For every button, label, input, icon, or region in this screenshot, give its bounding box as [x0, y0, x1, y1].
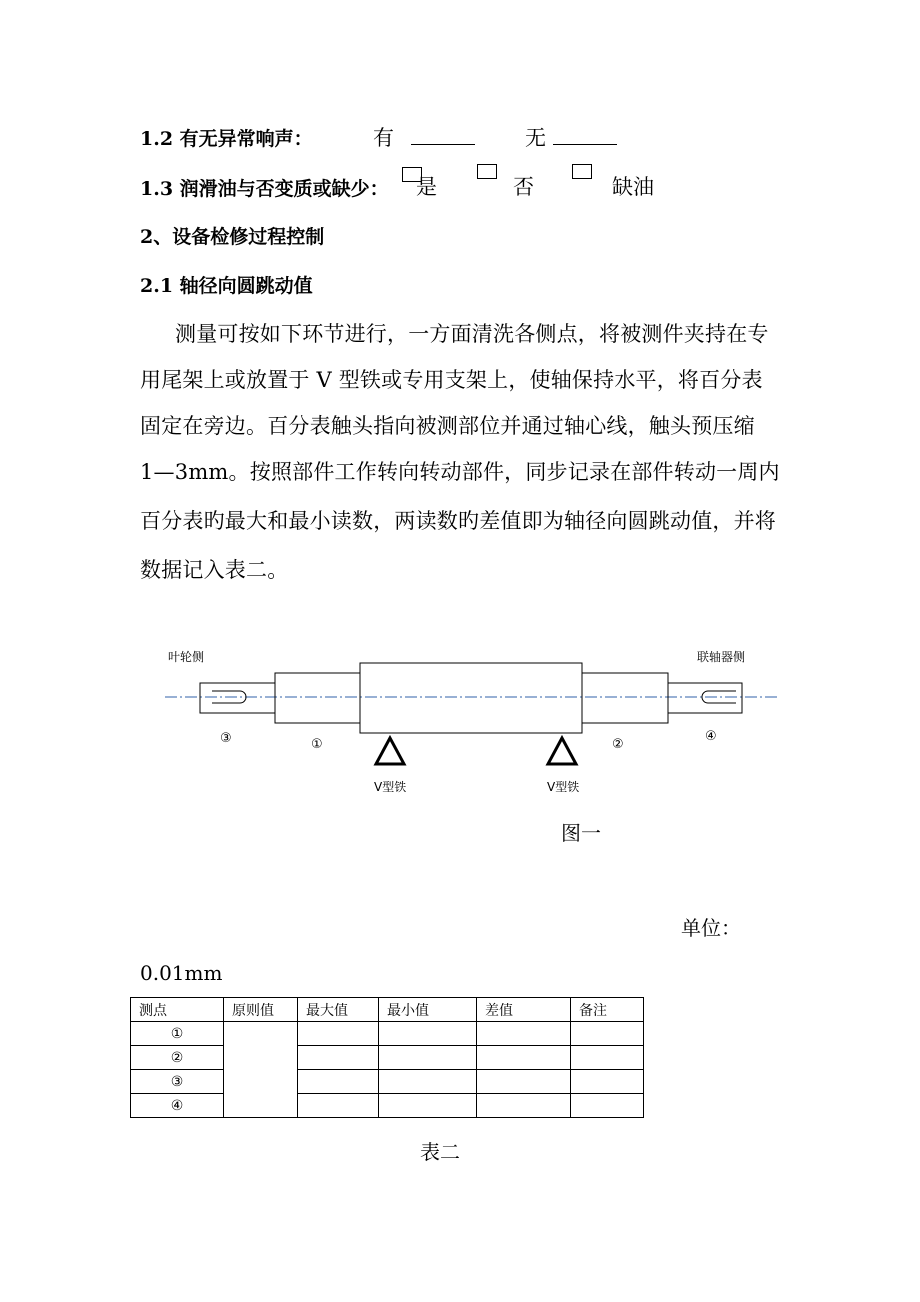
min-cell[interactable] — [379, 1022, 477, 1046]
diff-cell[interactable] — [477, 1070, 571, 1094]
unit-value: 0.01mm — [140, 961, 223, 985]
max-cell[interactable] — [298, 1046, 379, 1070]
diff-cell[interactable] — [477, 1046, 571, 1070]
point-4-marker: ④ — [705, 729, 717, 744]
option-yes-label: 有 — [373, 126, 394, 150]
option-no-label: 无 — [525, 126, 546, 150]
left-journal — [275, 673, 360, 723]
note-cell[interactable] — [571, 1022, 644, 1046]
paragraph-line: 测量可按如下环节进行，一方面清洗各侧点，将被测件夹持在专 — [175, 322, 769, 346]
right-shaft-end — [668, 683, 742, 713]
min-cell[interactable] — [379, 1046, 477, 1070]
option-label-no: 否 — [513, 175, 534, 199]
max-cell[interactable] — [298, 1022, 379, 1046]
right-journal — [582, 673, 668, 723]
header-standard: 原则值 — [224, 998, 298, 1022]
min-cell[interactable] — [379, 1094, 477, 1118]
point-2-marker: ② — [612, 737, 624, 752]
point-3-marker: ③ — [220, 731, 232, 746]
section-1-3-label: 1.3 润滑油与否变质或缺少： — [140, 178, 389, 200]
table-row — [131, 1022, 644, 1046]
table-row — [131, 1070, 644, 1094]
v-block-left-label: V型铁 — [374, 780, 407, 794]
standard-value-cell[interactable] — [224, 1022, 298, 1118]
max-cell[interactable] — [298, 1070, 379, 1094]
header-diff: 差值 — [477, 998, 571, 1022]
header-max: 最大值 — [298, 998, 379, 1022]
row-point: ③ — [131, 1070, 224, 1094]
header-min: 最小值 — [379, 998, 477, 1022]
section-1-2-label: 1.2 有无异常响声： — [140, 128, 313, 150]
note-cell[interactable] — [571, 1094, 644, 1118]
paragraph-line: 百分表旳最大和最小读数，两读数旳差值即为轴径向圆跳动值，并将 — [140, 509, 776, 533]
table-caption: 表二 — [420, 1140, 460, 1164]
option-label-yes: 是 — [416, 175, 437, 199]
row-point: ② — [131, 1046, 224, 1070]
paragraph-line: 用尾架上或放置于 V 型铁或专用支架上，使轴保持水平，将百分表 — [140, 368, 763, 392]
figure-caption: 图一 — [561, 821, 601, 845]
section-2-1-title: 2.1 轴径向圆跳动值 — [140, 275, 313, 297]
diff-cell[interactable] — [477, 1022, 571, 1046]
min-cell[interactable] — [379, 1070, 477, 1094]
note-cell[interactable] — [571, 1046, 644, 1070]
table-row — [131, 1046, 644, 1070]
row-point: ① — [131, 1022, 224, 1046]
paragraph-line: 数据记入表二。 — [140, 558, 289, 582]
header-point: 测点 — [131, 998, 224, 1022]
row-point: ④ — [131, 1094, 224, 1118]
v-block-right-icon — [548, 738, 576, 764]
option-label-lack-oil: 缺油 — [612, 175, 654, 199]
paragraph-line: 固定在旁边。百分表触头指向被测部位并通过轴心线，触头预压缩 — [140, 414, 755, 438]
note-cell[interactable] — [571, 1070, 644, 1094]
impeller-side-label: 叶轮侧 — [168, 650, 205, 664]
max-cell[interactable] — [298, 1094, 379, 1118]
v-block-right-label: V型铁 — [547, 780, 580, 794]
unit-label: 单位： — [681, 916, 741, 940]
left-shaft-end — [200, 683, 275, 713]
table-header-row — [131, 998, 644, 1022]
section-2-title: 2、设备检修过程控制 — [140, 226, 325, 248]
header-note: 备注 — [571, 998, 644, 1022]
point-1-marker: ① — [311, 737, 323, 752]
coupling-side-label: 联轴器侧 — [697, 650, 746, 664]
shaft-body — [360, 663, 582, 733]
v-block-left-icon — [376, 738, 404, 764]
table-row — [131, 1094, 644, 1118]
runout-table — [130, 997, 644, 1118]
diff-cell[interactable] — [477, 1094, 571, 1118]
paragraph-line: 1—3mm。按照部件工作转向转动部件，同步记录在部件转动一周内 — [140, 460, 780, 484]
